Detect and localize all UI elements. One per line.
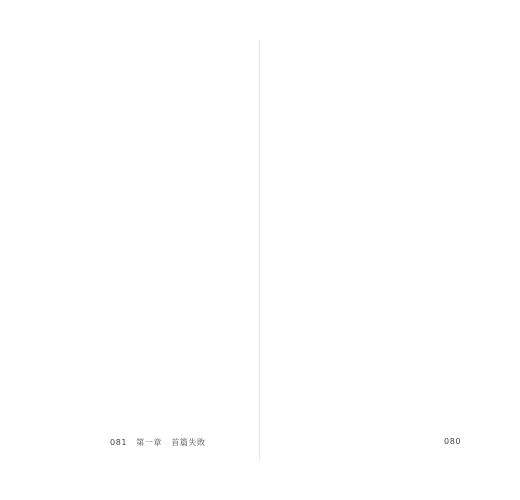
- right-page: [260, 0, 520, 500]
- chapter-title: 首篇失敗: [171, 438, 206, 447]
- right-page-body: [355, 62, 483, 412]
- chapter-label: 第一章: [136, 438, 163, 447]
- left-page-body: [96, 62, 224, 412]
- left-page-number: 081: [110, 438, 128, 447]
- left-folio: [110, 437, 212, 448]
- right-folio: [444, 437, 467, 446]
- right-page-number: 080: [444, 437, 462, 446]
